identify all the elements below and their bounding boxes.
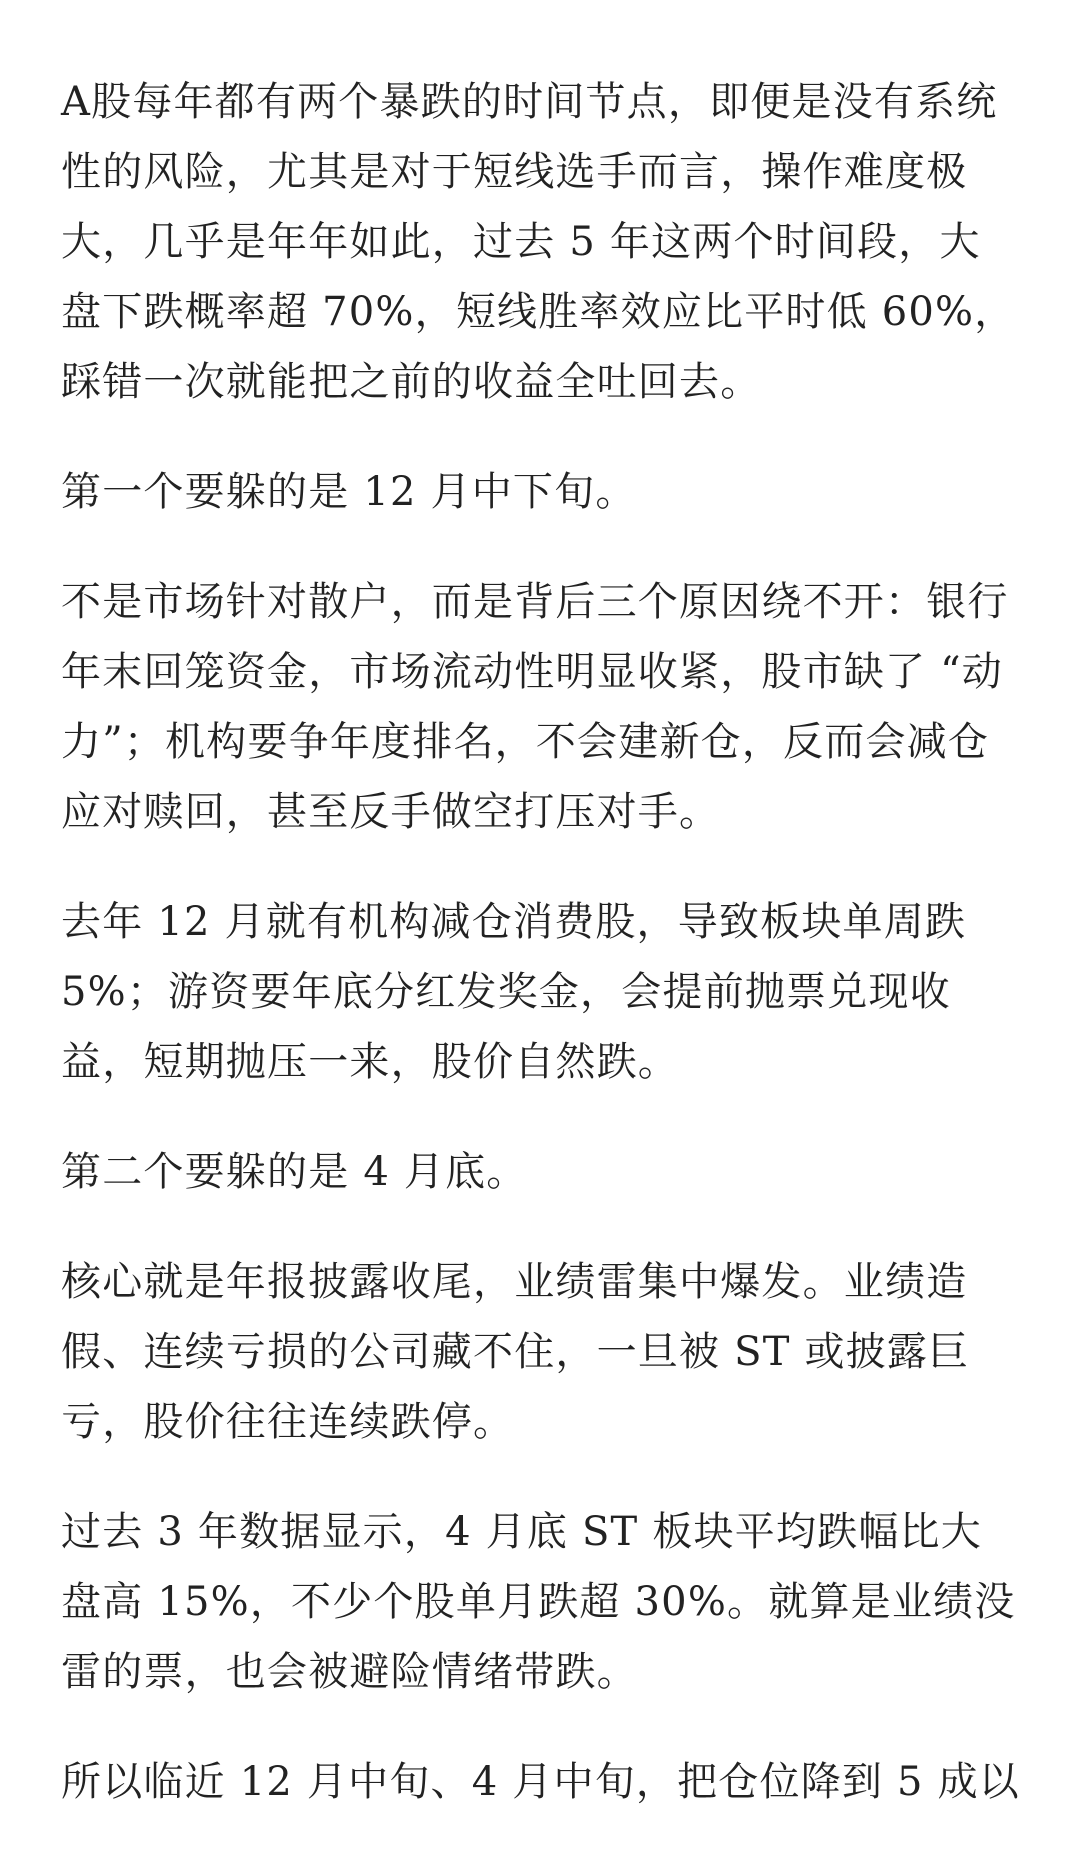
paragraph-intro: A股每年都有两个暴跌的时间节点，即便是没有系统性的风险，尤其是对于短线选手而言，操作难度极大，几乎是年年如此，过去 5 年这两个时间段，大盘下跌概率超 70%，短线胜率效应比平时低 60%，踩错一次就能把之前的收益全吐回去。 [61, 79, 1016, 405]
paragraph-first-reasons: 不是市场针对散户，而是背后三个原因绕不开：银行年末回笼资金，市场流动性明显收紧，股市缺了 “动力”；机构要争年度排名，不会建新仓，反而会减仓应对赎回，甚至反手做空打压对手。 [61, 579, 1009, 835]
paragraph-second-data: 过去 3 年数据显示，4 月底 ST 板块平均跌幅比大盘高 15%，不少个股单月跌超 30%。就算是业绩没雷的票，也会被避险情绪带跌。 [61, 1509, 1016, 1695]
paragraph-conclusion: 所以临近 12 月中旬、4 月中旬，把仓位降到 5 成以 [61, 1759, 1020, 1805]
paragraph-second-period: 第二个要躲的是 4 月底。 [61, 1149, 528, 1195]
paragraph-first-example: 去年 12 月就有机构减仓消费股，导致板块单周跌 5%；游资要年底分红发奖金，会提前抛票兑现收益，短期抛压一来，股价自然跌。 [61, 899, 967, 1085]
article-body [61, 67, 1021, 1857]
paragraph-second-reasons: 核心就是年报披露收尾，业绩雷集中爆发。业绩造假、连续亏损的公司藏不住，一旦被 ST 或披露巨亏，股价往往连续跌停。 [61, 1259, 970, 1445]
paragraph-first-period: 第一个要躲的是 12 月中下旬。 [61, 469, 637, 515]
